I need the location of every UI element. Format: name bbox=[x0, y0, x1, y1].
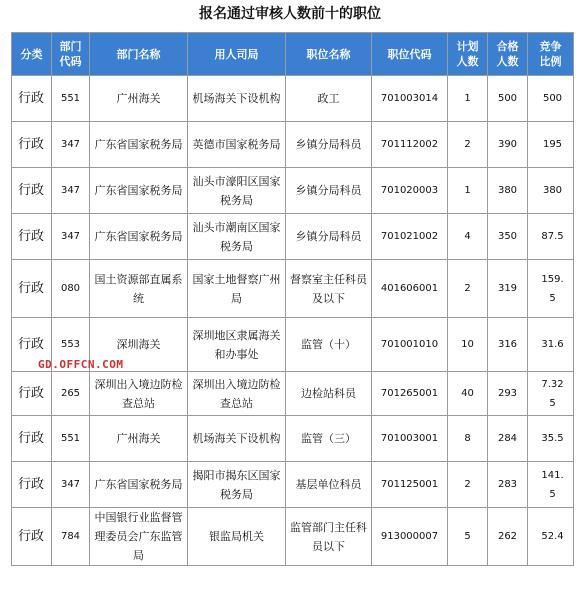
table-row bbox=[12, 372, 574, 416]
cell-position: 乡镇分局科员 bbox=[286, 168, 372, 214]
cell-dept-name: 广东省国家税务局 bbox=[90, 214, 188, 260]
watermark: GD.OFFCN.COM bbox=[38, 358, 124, 371]
cell-position: 乡镇分局科员 bbox=[286, 214, 372, 260]
cell-planned: 1 bbox=[448, 76, 488, 122]
cell-qualified: 500 bbox=[488, 76, 528, 122]
cell-bureau: 国家土地督察广州局 bbox=[188, 260, 286, 318]
cell-position: 监管（十） bbox=[286, 318, 372, 372]
cell-dept-name: 深圳海关 bbox=[90, 318, 188, 372]
cell-position: 督察室主任科员及以下 bbox=[286, 260, 372, 318]
table-row bbox=[12, 168, 574, 214]
header-dept-name: 部门名称 bbox=[90, 33, 188, 76]
cell-category: 行政 bbox=[12, 462, 52, 508]
header-planned-text: 计划 人数 bbox=[456, 40, 479, 68]
cell-planned: 2 bbox=[448, 122, 488, 168]
cell-category: 行政 bbox=[12, 416, 52, 462]
header-ratio bbox=[528, 33, 574, 76]
cell-category: 行政 bbox=[12, 214, 52, 260]
cell-bureau: 银监局机关 bbox=[188, 508, 286, 566]
cell-dept-code: 553 bbox=[52, 318, 90, 372]
cell-category: 行政 bbox=[12, 318, 52, 372]
cell-planned: 2 bbox=[448, 260, 488, 318]
cell-ratio: 380 bbox=[528, 168, 574, 214]
cell-ratio: 31.6 bbox=[528, 318, 574, 372]
cell-qualified: 262 bbox=[488, 508, 528, 566]
header-qualified bbox=[488, 33, 528, 76]
cell-position-code: 913000007 bbox=[372, 508, 448, 566]
cell-planned: 8 bbox=[448, 416, 488, 462]
cell-qualified: 350 bbox=[488, 214, 528, 260]
cell-ratio: 141.5 bbox=[528, 462, 574, 508]
table-row bbox=[12, 122, 574, 168]
cell-position: 乡镇分局科员 bbox=[286, 122, 372, 168]
cell-position-code: 701112002 bbox=[372, 122, 448, 168]
cell-category: 行政 bbox=[12, 508, 52, 566]
cell-qualified: 380 bbox=[488, 168, 528, 214]
header-position: 职位名称 bbox=[286, 33, 372, 76]
cell-ratio: 500 bbox=[528, 76, 574, 122]
header-bureau: 用人司局 bbox=[188, 33, 286, 76]
cell-position: 政工 bbox=[286, 76, 372, 122]
cell-dept-code: 347 bbox=[52, 168, 90, 214]
cell-position: 监管部门主任科员以下 bbox=[286, 508, 372, 566]
cell-bureau: 英德市国家税务局 bbox=[188, 122, 286, 168]
cell-dept-name: 广州海关 bbox=[90, 416, 188, 462]
cell-qualified: 284 bbox=[488, 416, 528, 462]
cell-bureau: 揭阳市揭东区国家税务局 bbox=[188, 462, 286, 508]
cell-position-code: 701003014 bbox=[372, 76, 448, 122]
cell-dept-name: 广东省国家税务局 bbox=[90, 168, 188, 214]
cell-dept-code: 551 bbox=[52, 416, 90, 462]
cell-ratio: 7.325 bbox=[528, 372, 574, 416]
cell-dept-name: 广东省国家税务局 bbox=[90, 462, 188, 508]
cell-planned: 1 bbox=[448, 168, 488, 214]
header-position-code: 职位代码 bbox=[372, 33, 448, 76]
table-row bbox=[12, 260, 574, 318]
cell-category: 行政 bbox=[12, 168, 52, 214]
header-planned bbox=[448, 33, 488, 76]
header-dept-code bbox=[52, 33, 90, 76]
cell-planned: 40 bbox=[448, 372, 488, 416]
cell-planned: 2 bbox=[448, 462, 488, 508]
header-qualified-text: 合格 人数 bbox=[496, 40, 519, 68]
cell-qualified: 316 bbox=[488, 318, 528, 372]
cell-qualified: 390 bbox=[488, 122, 528, 168]
cell-bureau: 深圳地区隶属海关和办事处 bbox=[188, 318, 286, 372]
cell-dept-name: 深圳出入境边防检查总站 bbox=[90, 372, 188, 416]
cell-position: 监管（三） bbox=[286, 416, 372, 462]
cell-position: 边检站科员 bbox=[286, 372, 372, 416]
cell-position-code: 701125001 bbox=[372, 462, 448, 508]
table-row bbox=[12, 76, 574, 122]
table-header-row bbox=[12, 33, 574, 76]
cell-position-code: 701003001 bbox=[372, 416, 448, 462]
cell-ratio: 159.5 bbox=[528, 260, 574, 318]
cell-ratio: 87.5 bbox=[528, 214, 574, 260]
cell-bureau: 机场海关下设机构 bbox=[188, 416, 286, 462]
cell-qualified: 293 bbox=[488, 372, 528, 416]
cell-ratio: 52.4 bbox=[528, 508, 574, 566]
header-category: 分类 bbox=[12, 33, 52, 76]
cell-position-code: 701020003 bbox=[372, 168, 448, 214]
header-ratio-text: 竞争 比例 bbox=[539, 40, 562, 68]
cell-dept-code: 347 bbox=[52, 214, 90, 260]
page-title: 报名通过审核人数前十的职位 bbox=[199, 6, 381, 22]
cell-bureau: 机场海关下设机构 bbox=[188, 76, 286, 122]
cell-dept-name: 广东省国家税务局 bbox=[90, 122, 188, 168]
cell-position-code: 401606001 bbox=[372, 260, 448, 318]
cell-category: 行政 bbox=[12, 260, 52, 318]
table-row bbox=[12, 508, 574, 566]
cell-position-code: 701021002 bbox=[372, 214, 448, 260]
cell-dept-name: 国土资源部直属系统 bbox=[90, 260, 188, 318]
header-dept-code-text: 部门 代码 bbox=[59, 40, 82, 68]
cell-dept-name: 中国银行业监督管理委员会广东监管局 bbox=[90, 508, 188, 566]
cell-category: 行政 bbox=[12, 122, 52, 168]
cell-dept-name: 广州海关 bbox=[90, 76, 188, 122]
cell-dept-code: 347 bbox=[52, 462, 90, 508]
table-row bbox=[12, 416, 574, 462]
cell-dept-code: 551 bbox=[52, 76, 90, 122]
cell-category: 行政 bbox=[12, 372, 52, 416]
cell-dept-code: 784 bbox=[52, 508, 90, 566]
cell-bureau: 汕头市濠阳区国家税务局 bbox=[188, 168, 286, 214]
cell-position-code: 701265001 bbox=[372, 372, 448, 416]
cell-ratio: 195 bbox=[528, 122, 574, 168]
table-row bbox=[12, 214, 574, 260]
cell-ratio: 35.5 bbox=[528, 416, 574, 462]
cell-dept-code: 265 bbox=[52, 372, 90, 416]
cell-position-code: 701001010 bbox=[372, 318, 448, 372]
cell-category: 行政 bbox=[12, 76, 52, 122]
cell-dept-code: 347 bbox=[52, 122, 90, 168]
cell-planned: 4 bbox=[448, 214, 488, 260]
cell-qualified: 283 bbox=[488, 462, 528, 508]
cell-bureau: 汕头市潮南区国家税务局 bbox=[188, 214, 286, 260]
table-row bbox=[12, 462, 574, 508]
cell-position: 基层单位科员 bbox=[286, 462, 372, 508]
positions-table bbox=[11, 32, 574, 566]
cell-planned: 10 bbox=[448, 318, 488, 372]
cell-qualified: 319 bbox=[488, 260, 528, 318]
cell-planned: 5 bbox=[448, 508, 488, 566]
cell-dept-code: 080 bbox=[52, 260, 90, 318]
cell-bureau: 深圳出入境边防检查总站 bbox=[188, 372, 286, 416]
